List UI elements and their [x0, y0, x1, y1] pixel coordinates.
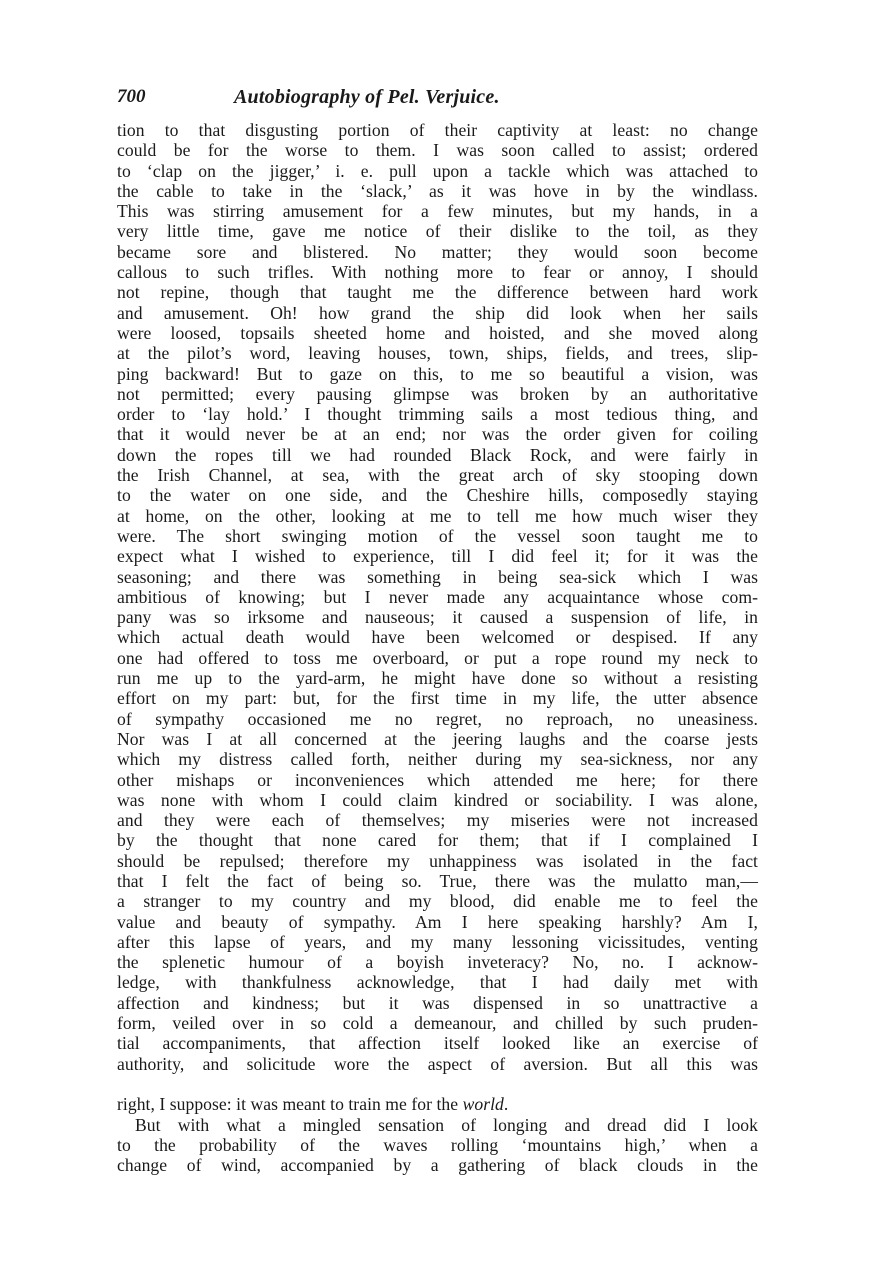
text-line: should be repulsed; therefore my unhappiness was isolated in the fact	[117, 850, 758, 871]
text-line: one had offered to toss me overboard, or put a rope round my neck to	[117, 647, 758, 668]
text-line: at home, on the other, looking at me to tell me how much wiser they	[117, 505, 758, 526]
italic-word: world	[462, 1094, 504, 1115]
text-line: value and beauty of sympathy. Am I here speaking harshly? Am I,	[117, 911, 758, 932]
text-line: ping backward! But to gaze on this, to me so beautiful a vision, was	[117, 363, 758, 384]
text-line: callous to such trifles. With nothing more to fear or annoy, I should	[117, 262, 758, 283]
text-line: of sympathy occasioned me no regret, no reproach, no uneasiness.	[117, 708, 758, 729]
text-line: order to ‘lay hold.’ I thought trimming sails a most tedious thing, and	[117, 404, 758, 425]
page-header	[117, 86, 758, 114]
body-text	[117, 120, 758, 1175]
text-line: seasoning; and there was something in being sea-sick which I was	[117, 566, 758, 587]
text-fragment: .	[503, 1094, 509, 1115]
text-line: not repine, though that taught me the difference between hard work	[117, 282, 758, 303]
text-line: to the water on one side, and the Cheshire hills, composedly staying	[117, 485, 758, 506]
text-line: pany was so irksome and nauseous; it caused a suspension of life, in	[117, 607, 758, 628]
text-line: very little time, gave me notice of their dislike to the toil, as they	[117, 221, 758, 242]
text-line: authority, and solicitude wore the aspect of aversion. But all this was	[117, 1053, 758, 1074]
text-line: that it would never be at an end; nor was the order given for coiling	[117, 424, 758, 445]
text-line: after this lapse of years, and my many lessoning vicissitudes, venting	[117, 931, 758, 952]
text-line: were. The short swinging motion of the vessel soon taught me to	[117, 525, 758, 546]
text-line: down the ropes till we had rounded Black Rock, and were fairly in	[117, 444, 758, 465]
text-line: change of wind, accompanied by a gathering of black clouds in the	[117, 1155, 758, 1176]
text-line-paragraph-end	[117, 1094, 758, 1114]
text-line: a stranger to my country and my blood, did enable me to feel the	[117, 891, 758, 912]
text-line: tial accompaniments, that affection itself looked like an exercise of	[117, 1033, 758, 1054]
book-page	[117, 86, 758, 1175]
text-line: expect what I wished to experience, till I did feel it; for it was the	[117, 546, 758, 567]
text-line: the Irish Channel, at sea, with the great arch of sky stooping down	[117, 465, 758, 486]
text-line: ambitious of knowing; but I never made any acquaintance whose com-	[117, 586, 758, 607]
text-line	[117, 1074, 758, 1094]
text-line: ledge, with thankfulness acknowledge, that I had daily met with	[117, 972, 758, 993]
text-line: not permitted; every pausing glimpse was broken by an authoritative	[117, 383, 758, 404]
text-line: effort on my part: but, for the first time in my life, the utter absence	[117, 688, 758, 709]
text-line: and they were each of themselves; my miseries were not increased	[117, 810, 758, 831]
text-line: other mishaps or inconveniences which attended me here; for there	[117, 769, 758, 790]
text-line: to the probability of the waves rolling ‘mountains high,’ when a	[117, 1134, 758, 1155]
text-line: the cable to take in the ‘slack,’ as it was hove in by the windlass.	[117, 180, 758, 201]
text-line: which actual death would have been welcomed or despised. If any	[117, 627, 758, 648]
text-line: to ‘clap on the jigger,’ i. e. pull upon a tackle which was attached to	[117, 160, 758, 181]
text-line: affection and kindness; but it was dispensed in so unattractive a	[117, 992, 758, 1013]
text-line: became sore and blistered. No matter; they would soon become	[117, 241, 758, 262]
text-line: This was stirring amusement for a few minutes, but my hands, in a	[117, 201, 758, 222]
text-line: the splenetic humour of a boyish inveteracy? No, no. I acknow-	[117, 952, 758, 973]
text-line: was none with whom I could claim kindred or sociability. I was alone,	[117, 789, 758, 810]
text-line: were loosed, topsails sheeted home and hoisted, and she moved along	[117, 322, 758, 343]
text-line: that I felt the fact of being so. True, there was the mulatto man,—	[117, 870, 758, 891]
paragraph-2	[117, 1115, 758, 1176]
page-number: 700	[117, 86, 146, 107]
text-line: Nor was I at all concerned at the jeering laughs and the coarse jests	[117, 728, 758, 749]
text-line: by the thought that none cared for them; that if I complained I	[117, 830, 758, 851]
text-line: could be for the worse to them. I was soon called to assist; ordered	[117, 140, 758, 161]
text-line: run me up to the yard-arm, he might have done so without a resisting	[117, 668, 758, 689]
text-line: and amusement. Oh! how grand the ship did look when her sails	[117, 302, 758, 323]
text-line: form, veiled over in so cold a demeanour, and chilled by such pruden-	[117, 1013, 758, 1034]
text-fragment: right, I suppose: it was meant to train me for the	[117, 1094, 463, 1115]
text-line-indented: But with what a mingled sensation of longing and dread did I look	[135, 1114, 758, 1135]
paragraph-1	[117, 120, 758, 1115]
text-line: at the pilot’s word, leaving houses, town, ships, fields, and trees, slip-	[117, 343, 758, 364]
text-line: which my distress called forth, neither during my sea-sickness, nor any	[117, 749, 758, 770]
text-line: tion to that disgusting portion of their captivity at least: no change	[117, 120, 758, 140]
running-title: Autobiography of Pel. Verjuice.	[234, 86, 500, 108]
